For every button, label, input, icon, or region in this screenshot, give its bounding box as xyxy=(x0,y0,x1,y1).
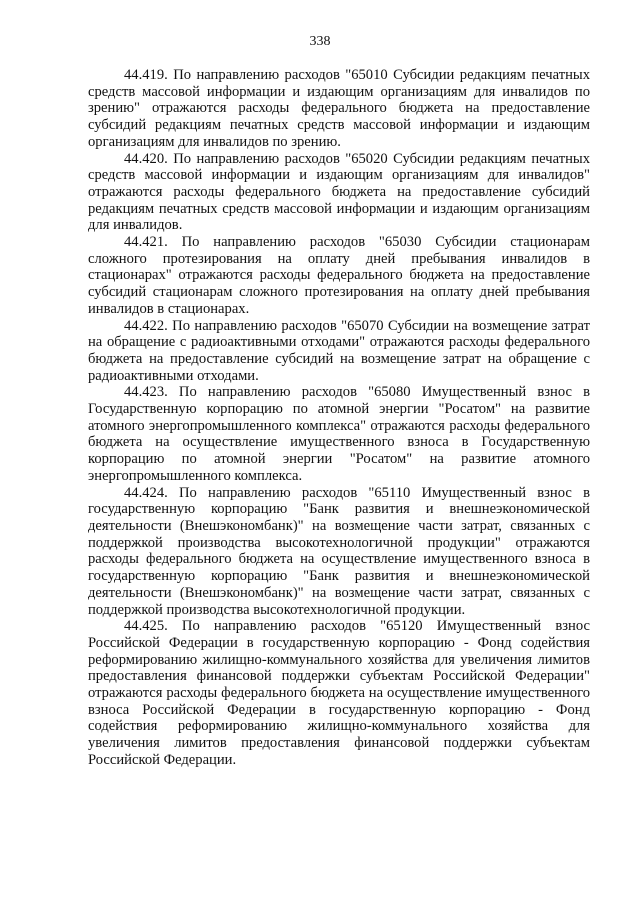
paragraph-44-421: 44.421. По направлению расходов "65030 Субсидии стационарам сложного протезирования на оплату дней пребывания инвалидов в стационарах" отражаются расходы федерального бюджета на предоставление субсидий стационарам сложного протезирования на оплату дней пребывания инвалидов в стационарах. xyxy=(88,234,590,317)
page-number: 338 xyxy=(309,34,331,49)
paragraph-44-420: 44.420. По направлению расходов "65020 Субсидии редакциям печатных средств массовой информации и издающим организациям для инвалидов" отражаются расходы федерального бюджета на предоставление субсидий редакциям печатных средств массовой информации и издающим организациям для инвалидов. xyxy=(88,150,590,234)
paragraph-44-425: 44.425. По направлению расходов "65120 Имущественный взнос Российской Федерации в государственную корпорацию - Фонд содействия реформированию жилищно-коммунального хозяйства для увеличения лимитов предоставления финансовой поддержки субъектам Российской Федерации" отражаются расходы федерального бюджета на осуществление имущественного взноса Российской Федерации в государственную корпорацию - Фонд содействия реформированию жилищно-коммунального хозяйства для увеличения лимитов предоставления финансовой поддержки субъектам Российской Федерации. xyxy=(88,618,590,768)
paragraph-44-424: 44.424. По направлению расходов "65110 Имущественный взнос в государственную корпорацию "Банк развития и внешнеэкономической деятельности (Внешэкономбанк)" на возмещение части затрат, связанных с поддержкой производства высокотехнологичной продукции" отражаются расходы федерального бюджета на осуществление имущественного взноса в государственную корпорацию "Банк развития и внешнеэкономической деятельности (Внешэкономбанк)" на возмещение части затрат, связанных с поддержкой производства высокотехнологичной продукции. xyxy=(88,484,590,618)
paragraph-44-422: 44.422. По направлению расходов "65070 Субсидии на возмещение затрат на обращение с радиоактивными отходами" отражаются расходы федерального бюджета на предоставление субсидий на возмещение затрат на обращение с радиоактивными отходами. xyxy=(88,317,590,384)
paragraph-44-423: 44.423. По направлению расходов "65080 Имущественный взнос в Государственную корпорацию по атомной энергии "Росатом" на развитие атомного энергопромышленного комплекса" отражаются расходы федерального бюджета на осуществление имущественного взноса в Государственную корпорацию по атомной энергии "Росатом" на развитие атомного энергопромышленного комплекса. xyxy=(88,384,590,484)
document-body xyxy=(88,67,590,769)
paragraph-44-419: 44.419. По направлению расходов "65010 Субсидии редакциям печатных средств массовой информации и издающим организациям для инвалидов по зрению" отражаются расходы федерального бюджета на предоставление субсидий редакциям печатных средств массовой информации и издающим организациям для инвалидов по зрению. xyxy=(88,67,590,150)
